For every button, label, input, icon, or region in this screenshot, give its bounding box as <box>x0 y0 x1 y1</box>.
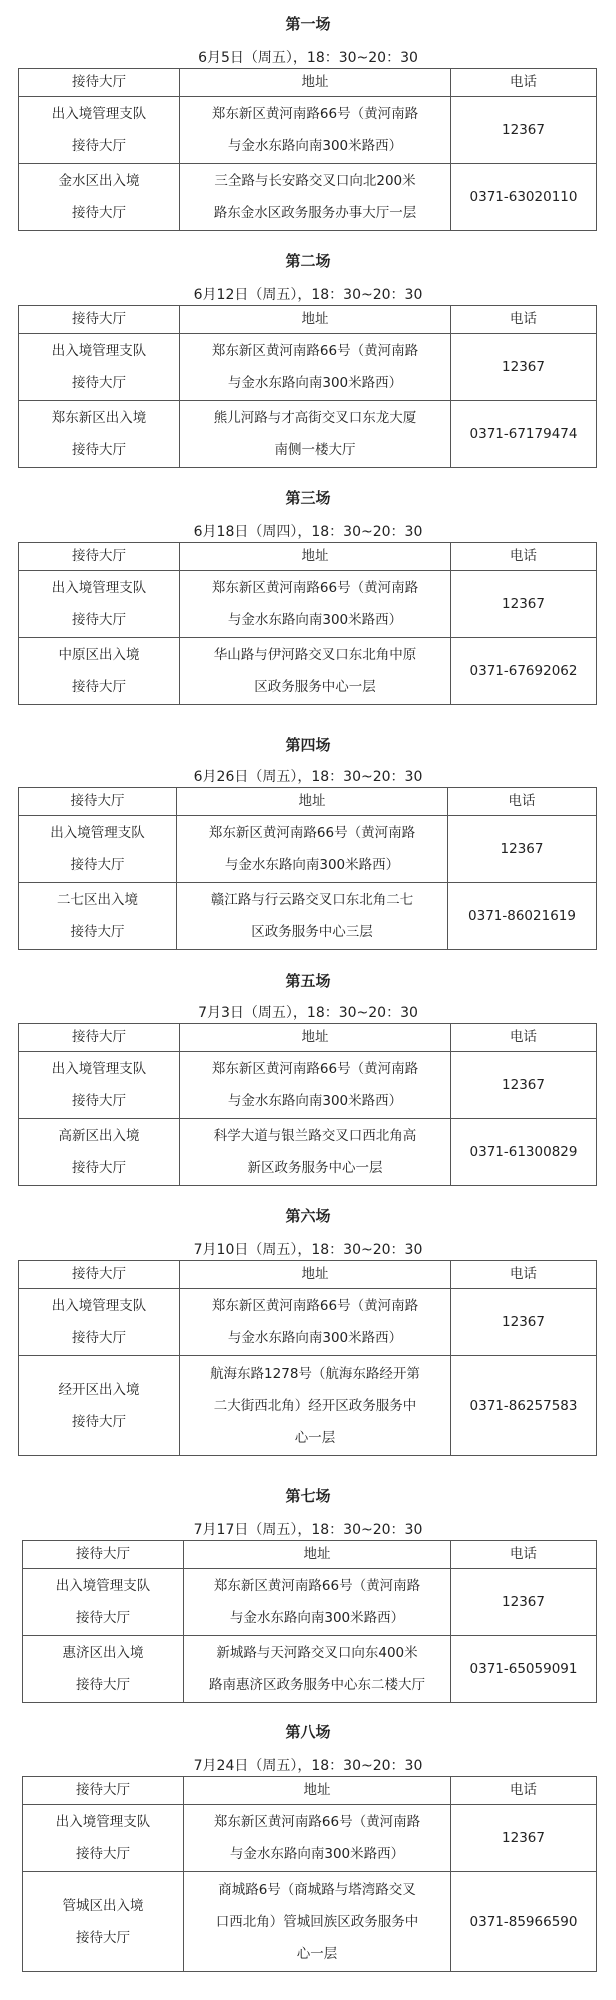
header-hall: 接待大厅 <box>23 1541 184 1569</box>
hall-cell: 出入境管理支队 接待大厅 <box>19 571 180 638</box>
phone-cell: 0371-85966590 <box>451 1872 597 1972</box>
table-row <box>23 1805 597 1872</box>
table-header-row <box>19 543 597 571</box>
header-hall: 接待大厅 <box>19 543 180 571</box>
session-8-title: 第八场 <box>285 1723 331 1741</box>
hall-cell: 高新区出入境 接待大厅 <box>19 1119 180 1186</box>
address-cell: 郑东新区黄河南路66号（黄河南路 与金水东路向南300米路西） <box>180 97 451 164</box>
phone-cell: 12367 <box>448 816 597 883</box>
session-2-table <box>18 305 597 468</box>
hall-cell: 出入境管理支队 接待大厅 <box>23 1805 184 1872</box>
session-6-table <box>18 1260 597 1456</box>
session-7-title: 第七场 <box>285 1487 331 1505</box>
table-row <box>19 1119 597 1186</box>
hall-cell: 出入境管理支队 接待大厅 <box>19 1289 180 1356</box>
header-address: 地址 <box>180 1261 451 1289</box>
table-row <box>19 571 597 638</box>
phone-cell: 0371-61300829 <box>451 1119 597 1186</box>
phone-cell: 12367 <box>451 97 597 164</box>
address-cell: 郑东新区黄河南路66号（黄河南路 与金水东路向南300米路西） <box>184 1569 451 1636</box>
hall-cell: 惠济区出入境 接待大厅 <box>23 1636 184 1703</box>
table-row <box>19 164 597 231</box>
session-6-title: 第六场 <box>285 1207 331 1225</box>
hall-cell: 出入境管理支队 接待大厅 <box>23 1569 184 1636</box>
header-hall: 接待大厅 <box>19 306 180 334</box>
header-address: 地址 <box>184 1777 451 1805</box>
address-cell: 航海东路1278号（航海东路经开第 二大街西北角）经开区政务服务中 心一层 <box>180 1356 451 1456</box>
table-row <box>19 334 597 401</box>
session-5-table <box>18 1023 597 1186</box>
session-8-time: 7月24日（周五），18：30~20：30 <box>193 1758 423 1774</box>
address-cell: 郑东新区黄河南路66号（黄河南路 与金水东路向南300米路西） <box>184 1805 451 1872</box>
address-cell: 郑东新区黄河南路66号（黄河南路 与金水东路向南300米路西） <box>180 1289 451 1356</box>
address-cell: 赣江路与行云路交叉口东北角二七 区政务服务中心三层 <box>177 883 448 950</box>
hall-cell: 出入境管理支队 接待大厅 <box>19 816 177 883</box>
table-row <box>19 97 597 164</box>
session-2-title: 第二场 <box>285 252 331 270</box>
hall-cell: 出入境管理支队 接待大厅 <box>19 97 180 164</box>
header-phone: 电话 <box>451 306 597 334</box>
header-phone: 电话 <box>451 1261 597 1289</box>
session-5-time: 7月3日（周五），18：30~20：30 <box>198 1005 418 1021</box>
hall-cell: 二七区出入境 接待大厅 <box>19 883 177 950</box>
address-cell: 熊儿河路与才高街交叉口东龙大厦 南侧一楼大厅 <box>180 401 451 468</box>
hall-cell: 金水区出入境 接待大厅 <box>19 164 180 231</box>
table-row <box>19 1356 597 1456</box>
phone-cell: 12367 <box>451 1569 597 1636</box>
header-phone: 电话 <box>451 1541 597 1569</box>
session-4-title: 第四场 <box>285 736 331 754</box>
header-hall: 接待大厅 <box>23 1777 184 1805</box>
hall-cell: 经开区出入境 接待大厅 <box>19 1356 180 1456</box>
header-hall: 接待大厅 <box>19 1024 180 1052</box>
header-hall: 接待大厅 <box>19 788 177 816</box>
address-cell: 华山路与伊河路交叉口东北角中原 区政务服务中心一层 <box>180 638 451 705</box>
session-5-title: 第五场 <box>285 972 331 990</box>
hall-cell: 出入境管理支队 接待大厅 <box>19 1052 180 1119</box>
table-row <box>19 883 597 950</box>
hall-cell: 中原区出入境 接待大厅 <box>19 638 180 705</box>
table-row <box>23 1569 597 1636</box>
header-phone: 电话 <box>451 543 597 571</box>
header-address: 地址 <box>180 543 451 571</box>
session-3-table <box>18 542 597 705</box>
address-cell: 新城路与天河路交叉口向东400米 路南惠济区政务服务中心东二楼大厅 <box>184 1636 451 1703</box>
table-header-row <box>19 1024 597 1052</box>
table-row <box>23 1636 597 1703</box>
session-1-table <box>18 68 597 231</box>
phone-cell: 0371-86257583 <box>451 1356 597 1456</box>
phone-cell: 0371-67692062 <box>451 638 597 705</box>
header-hall: 接待大厅 <box>19 69 180 97</box>
session-8-table <box>22 1776 597 1972</box>
phone-cell: 0371-86021619 <box>448 883 597 950</box>
phone-cell: 12367 <box>451 1052 597 1119</box>
session-7-table <box>22 1540 597 1703</box>
session-3-title: 第三场 <box>285 489 331 507</box>
table-header-row <box>19 69 597 97</box>
address-cell: 郑东新区黄河南路66号（黄河南路 与金水东路向南300米路西） <box>180 334 451 401</box>
table-header-row <box>19 306 597 334</box>
phone-cell: 0371-65059091 <box>451 1636 597 1703</box>
hall-cell: 出入境管理支队 接待大厅 <box>19 334 180 401</box>
session-2-time: 6月12日（周五），18：30~20：30 <box>193 287 423 303</box>
table-row <box>19 638 597 705</box>
session-1-title: 第一场 <box>285 15 331 33</box>
session-7-time: 7月17日（周五），18：30~20：30 <box>193 1522 423 1538</box>
session-1-time: 6月5日（周五），18：30~20：30 <box>198 50 418 66</box>
session-4-time: 6月26日（周五），18：30~20：30 <box>193 769 423 785</box>
address-cell: 商城路6号（商城路与塔湾路交叉 口西北角）管城回族区政务服务中 心一层 <box>184 1872 451 1972</box>
header-address: 地址 <box>177 788 448 816</box>
table-row <box>19 401 597 468</box>
address-cell: 郑东新区黄河南路66号（黄河南路 与金水东路向南300米路西） <box>180 1052 451 1119</box>
phone-cell: 0371-63020110 <box>451 164 597 231</box>
header-address: 地址 <box>180 306 451 334</box>
header-address: 地址 <box>180 1024 451 1052</box>
address-cell: 郑东新区黄河南路66号（黄河南路 与金水东路向南300米路西） <box>180 571 451 638</box>
phone-cell: 0371-67179474 <box>451 401 597 468</box>
session-4-table <box>18 787 597 950</box>
hall-cell: 郑东新区出入境 接待大厅 <box>19 401 180 468</box>
table-row <box>23 1872 597 1972</box>
table-header-row <box>19 788 597 816</box>
address-cell: 郑东新区黄河南路66号（黄河南路 与金水东路向南300米路西） <box>177 816 448 883</box>
header-address: 地址 <box>184 1541 451 1569</box>
table-row <box>19 1052 597 1119</box>
address-cell: 三全路与长安路交叉口向北200米 路东金水区政务服务办事大厅一层 <box>180 164 451 231</box>
hall-cell: 管城区出入境 接待大厅 <box>23 1872 184 1972</box>
table-row <box>19 1289 597 1356</box>
table-row <box>19 816 597 883</box>
session-6-time: 7月10日（周五），18：30~20：30 <box>193 1242 423 1258</box>
phone-cell: 12367 <box>451 1289 597 1356</box>
phone-cell: 12367 <box>451 1805 597 1872</box>
header-phone: 电话 <box>451 69 597 97</box>
table-header-row <box>19 1261 597 1289</box>
phone-cell: 12367 <box>451 334 597 401</box>
header-phone: 电话 <box>448 788 597 816</box>
address-cell: 科学大道与银兰路交叉口西北角高 新区政务服务中心一层 <box>180 1119 451 1186</box>
table-header-row <box>23 1777 597 1805</box>
phone-cell: 12367 <box>451 571 597 638</box>
table-header-row <box>23 1541 597 1569</box>
header-phone: 电话 <box>451 1777 597 1805</box>
header-hall: 接待大厅 <box>19 1261 180 1289</box>
header-address: 地址 <box>180 69 451 97</box>
session-3-time: 6月18日（周四），18：30~20：30 <box>193 524 423 540</box>
header-phone: 电话 <box>451 1024 597 1052</box>
